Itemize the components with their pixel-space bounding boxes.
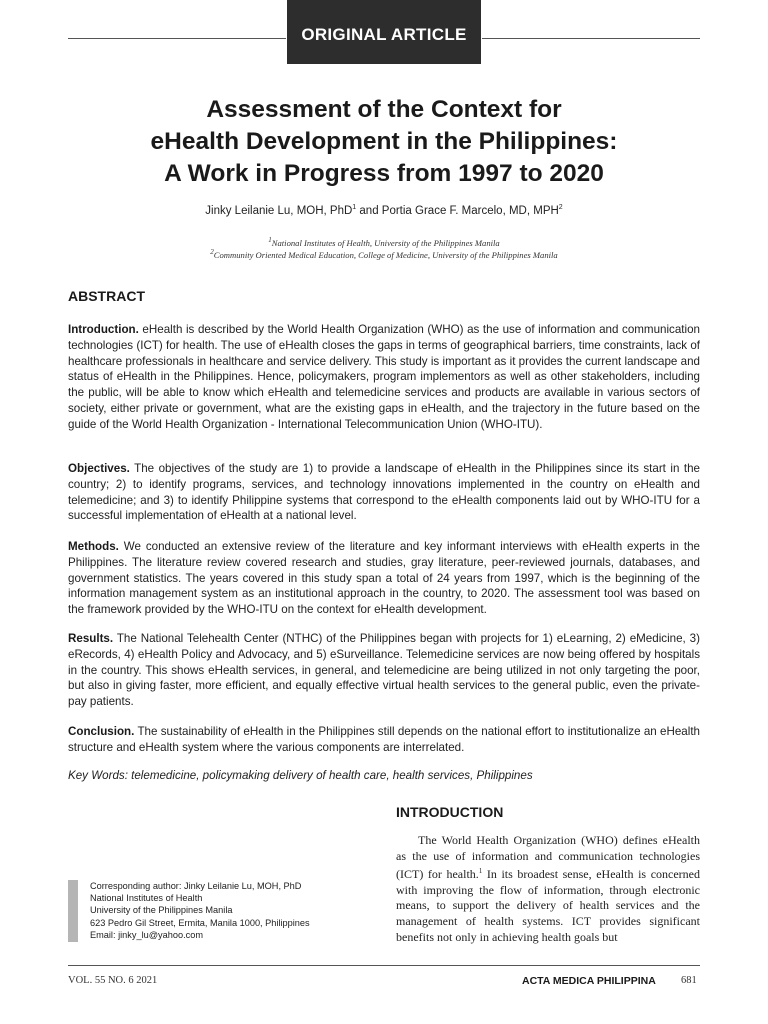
affiliation-2-text: Community Oriented Medical Education, College of Medicine, University of the Philippines Manila xyxy=(213,249,558,260)
abstract-conclusion-text: The sustainability of eHealth in the Philippines still depends on the national effort to institutionalize an eHealth structure and eHealth system where the various components are interrelated. xyxy=(68,725,700,754)
abstract-introduction-text: eHealth is described by the World Health Organization (WHO) as the use of information and communication technologies (ICT) for health. The use of eHealth closes the gaps in terms of geographical barriers, time constraints, lack of healthcare professionals in healthcare and service delivery. This study is important as it provides the current landscape and status of eHealth in the Philippines. Hence, policymakers, program implementors as well as other stakeholders, including the public, will be able to know which eHealth and telemedicine services and products are available in various sectors of society, either private or government, what are the existing gaps in eHealth, and the trajectory in the future based on the guide of the World Health Organization - International Telecommunication Union (WHO-ITU). xyxy=(68,323,700,431)
reference-marker: 1 xyxy=(478,867,483,876)
author-list xyxy=(68,204,700,217)
introduction-heading: INTRODUCTION xyxy=(396,804,504,820)
keywords: Key Words: telemedicine, policymaking delivery of health care, health services, Philippines xyxy=(68,769,533,782)
affiliation-1-sup: 1 xyxy=(268,236,272,244)
correspondence-email: Email: jinky_lu@yahoo.com xyxy=(90,929,203,940)
abstract-results-label: Results. xyxy=(68,632,114,645)
correspondence-address: 623 Pedro Gil Street, Ermita, Manila 1000, Philippines xyxy=(90,917,310,928)
abstract-methods xyxy=(68,539,700,618)
title-line-3: A Work in Progress from 1997 to 2020 xyxy=(164,160,604,187)
abstract-methods-label: Methods. xyxy=(68,540,119,553)
article-title xyxy=(68,94,700,190)
correspondence-institute: National Institutes of Health xyxy=(90,893,203,904)
abstract-introduction xyxy=(68,322,700,433)
affiliation-1 xyxy=(68,236,700,248)
affiliation-1-text: National Institutes of Health, University of the Philippines Manila xyxy=(271,237,500,248)
abstract-objectives-label: Objectives. xyxy=(68,462,130,475)
abstract-conclusion xyxy=(68,724,700,756)
title-line-1: Assessment of the Context for xyxy=(206,96,562,123)
author-conjunction: and xyxy=(356,204,382,217)
abstract-introduction-label: Introduction. xyxy=(68,323,139,336)
abstract-methods-text: We conducted an extensive review of the literature and key informant interviews with eHealth experts in the Philippines. The literature review covered research and studies, gray literature, peer-reviewed journals, databases, and government statistics. The years covered in this study span a total of 24 years from 1997, which is the beginning of the information management system as an institutional approach in the country, to 2020. The assessment tool was based on the framework provided by the WHO-ITU on the context for eHealth development. xyxy=(68,540,700,617)
title-line-2: eHealth Development in the Philippines: xyxy=(150,128,618,155)
banner-rule-right xyxy=(482,38,700,39)
introduction-text xyxy=(396,833,700,945)
banner-rule-left xyxy=(68,38,286,39)
abstract-conclusion-label: Conclusion. xyxy=(68,725,135,738)
article-type-label: ORIGINAL ARTICLE xyxy=(301,25,467,44)
abstract-results-text: The National Telehealth Center (NTHC) of the Philippines began with projects for 1) eLearning, 2) eMedicine, 3) eRecords, 4) eHealth Policy and Advocacy, and 5) eSurveillance. Telemedicine services are now being offered by hospitals in the country. This shows eHealth services, in general, and telemedicine are being utilized in not only targeting the poor, but also in giving faster, more efficient, and equally effective virtual health services to the general public, even the private-pay patients. xyxy=(68,632,700,709)
correspondence-block xyxy=(90,880,310,941)
correspondence-author: Corresponding author: Jinky Leilanie Lu, MOH, PhD xyxy=(90,881,302,891)
footer-journal-name: ACTA MEDICA PHILIPPINA xyxy=(522,975,656,987)
author-2: Portia Grace F. Marcelo, MD, MPH xyxy=(381,204,559,217)
abstract-objectives xyxy=(68,461,700,524)
correspondence-bar xyxy=(68,880,78,942)
footer-rule xyxy=(68,965,700,966)
article-type-banner xyxy=(287,0,481,64)
author-1: Jinky Leilanie Lu, MOH, PhD xyxy=(205,204,353,217)
abstract-objectives-text: The objectives of the study are 1) to provide a landscape of eHealth in the Philippines since its start in the country; 2) to identify programs, services, and technology innovations implemented in the country on eHealth and telemedicine; and 3) to identify Philippine systems that correspond to the eHealth components laid out by WHO-ITU for a successful implementation of eHealth at a national level. xyxy=(68,462,700,523)
abstract-heading: ABSTRACT xyxy=(68,288,145,304)
correspondence-university: University of the Philippines Manila xyxy=(90,905,233,916)
abstract-results xyxy=(68,631,700,710)
footer-page-number: 681 xyxy=(681,975,697,986)
author-2-affil: 2 xyxy=(558,204,563,211)
footer-volume: VOL. 55 NO. 6 2021 xyxy=(68,975,158,986)
affiliation-2 xyxy=(68,248,700,260)
affiliation-2-sup: 2 xyxy=(210,248,214,256)
author-1-affil: 1 xyxy=(352,204,357,211)
introduction-text-part-2: In its broadest sense, eHealth is concerned with improving the flow of information, through electronic means, to support the delivery of health services and the management of health systems. ICT provides significant benefits not only in achieving health goals but xyxy=(396,867,700,944)
introduction-text-part-1: The World Health Organization (WHO) defines eHealth as the use of information and communication technologies (ICT) for health. xyxy=(396,833,700,882)
